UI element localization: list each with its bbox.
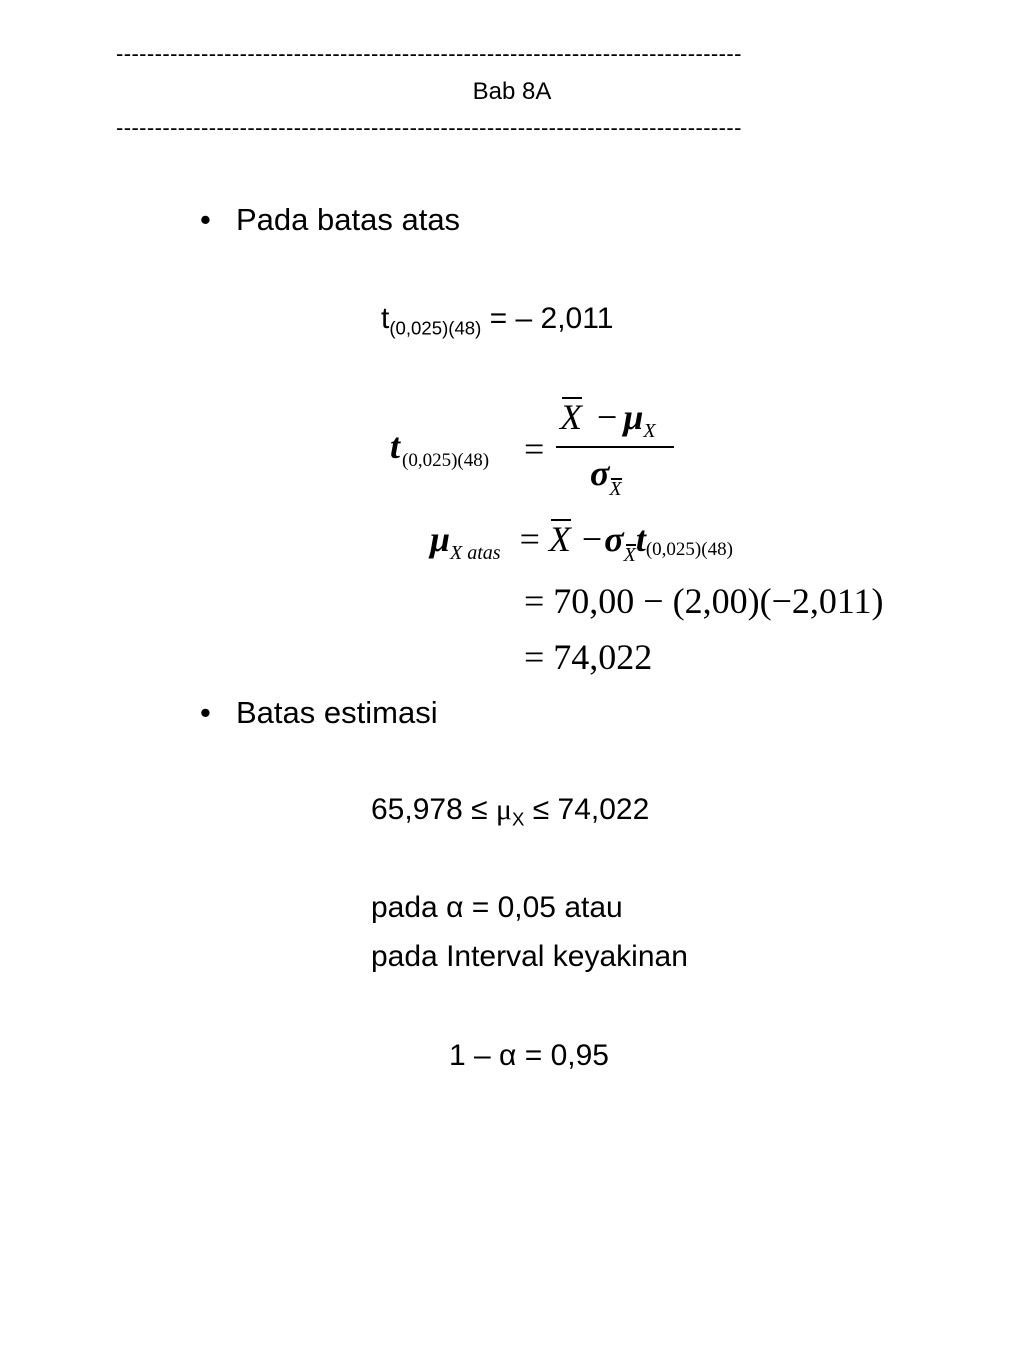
- alpha-line: pada α = 0,05 atau: [371, 891, 623, 924]
- fraction-bar: [556, 446, 674, 448]
- confidence-level-value: 1 – α = 0,95: [449, 1039, 609, 1072]
- t-symbol: t: [381, 302, 390, 335]
- page-title: Bab 8A: [472, 78, 552, 105]
- formula-mu-atas-line: $\mu_{X atas} = X -\sigma Xt(0,025)(48)$: [430, 519, 733, 566]
- section-heading: Pada batas atas: [236, 202, 461, 237]
- formula-result-line: = 74,022: [524, 637, 653, 677]
- formula-substitution-line: = 70,00 − (2,00)(−2,011): [524, 581, 884, 621]
- formula-numerator: $X - \mu_X$: [560, 397, 656, 442]
- confidence-interval: $65,978 \le \mu_X \le 74,022$: [371, 793, 650, 830]
- bullet-item-batas-estimasi: [200, 695, 438, 731]
- formula-t-lhs: t $_{(0,025)(48)}$: [390, 426, 490, 471]
- formula-denominator: σX: [590, 453, 622, 500]
- bullet-icon: •: [200, 202, 211, 237]
- confidence-level-label: pada Interval keyakinan: [371, 940, 688, 973]
- formula-equals: =: [524, 429, 545, 469]
- header-rule-top: ---------------------------------------------------------------------------------: [116, 42, 742, 66]
- t-subscript: (0,025)(48): [389, 317, 482, 339]
- bullet-icon: •: [200, 695, 211, 730]
- header-rule-bottom: ---------------------------------------------------------------------------------: [116, 116, 742, 140]
- section-heading: Batas estimasi: [236, 695, 438, 730]
- t-value-rhs: = – 2,011: [481, 302, 614, 335]
